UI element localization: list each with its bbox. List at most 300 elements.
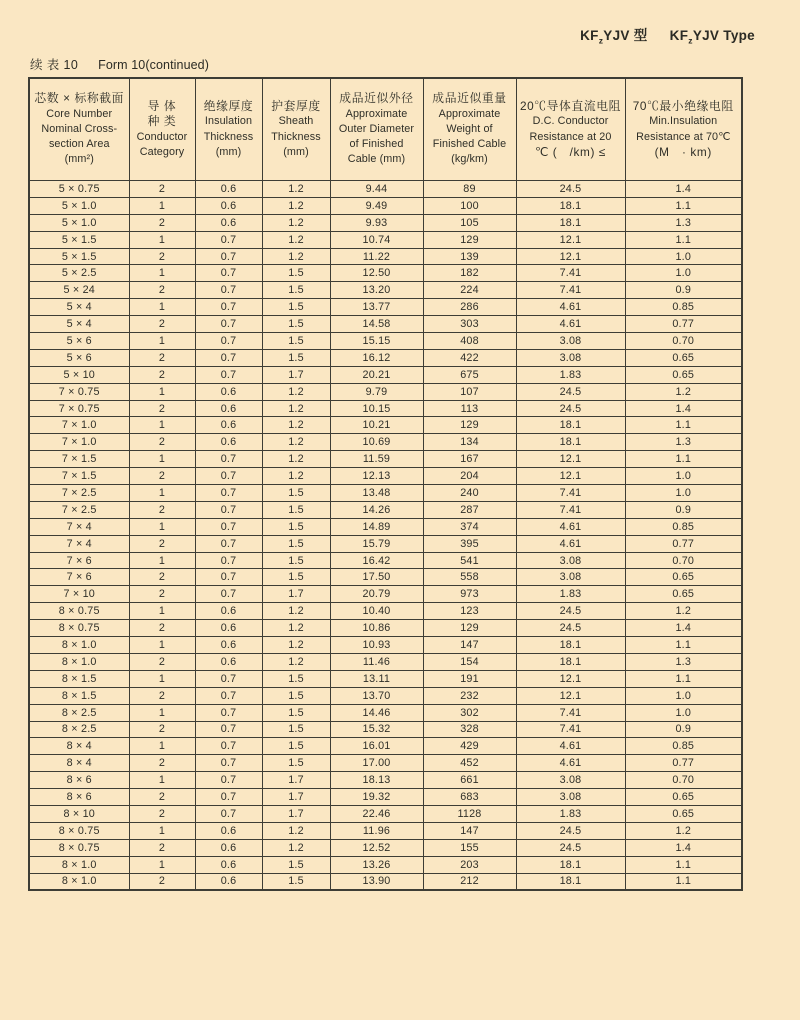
cell-dc-resistance: 7.41 bbox=[516, 721, 625, 738]
cell-conductor: 1 bbox=[129, 738, 195, 755]
cell-weight: 429 bbox=[423, 738, 516, 755]
cell-weight: 203 bbox=[423, 856, 516, 873]
cell-core-size: 7 × 6 bbox=[29, 552, 129, 569]
cell-outer-diameter: 11.46 bbox=[330, 653, 423, 670]
col-header-line: section Area bbox=[48, 138, 110, 151]
cell-min-insulation: 1.0 bbox=[625, 265, 742, 282]
cell-weight: 107 bbox=[423, 383, 516, 400]
cell-min-insulation: 1.3 bbox=[625, 653, 742, 670]
cell-dc-resistance: 3.08 bbox=[516, 333, 625, 350]
table-row bbox=[29, 738, 742, 755]
col-header-insulation bbox=[195, 78, 262, 181]
table-row bbox=[29, 805, 742, 822]
cell-insulation: 0.7 bbox=[195, 670, 262, 687]
cell-insulation: 0.6 bbox=[195, 620, 262, 637]
table-row bbox=[29, 197, 742, 214]
cell-min-insulation: 1.0 bbox=[625, 704, 742, 721]
cell-weight: 123 bbox=[423, 603, 516, 620]
table-row bbox=[29, 586, 742, 603]
cell-dc-resistance: 4.61 bbox=[516, 299, 625, 316]
cell-outer-diameter: 10.15 bbox=[330, 400, 423, 417]
col-header-line: (mm²) bbox=[64, 153, 94, 166]
cell-sheath: 1.2 bbox=[262, 400, 330, 417]
table-row bbox=[29, 620, 742, 637]
cell-dc-resistance: 12.1 bbox=[516, 231, 625, 248]
spec-table bbox=[28, 77, 743, 891]
cell-min-insulation: 1.0 bbox=[625, 687, 742, 704]
cell-core-size: 5 × 6 bbox=[29, 333, 129, 350]
col-header-line: Thickness bbox=[203, 130, 254, 143]
cell-weight: 1128 bbox=[423, 805, 516, 822]
cell-outer-diameter: 13.90 bbox=[330, 873, 423, 890]
cell-dc-resistance: 3.08 bbox=[516, 569, 625, 586]
table-row bbox=[29, 265, 742, 282]
table-header-row bbox=[29, 78, 742, 181]
cell-conductor: 2 bbox=[129, 789, 195, 806]
cell-core-size: 5 × 1.0 bbox=[29, 197, 129, 214]
cell-conductor: 2 bbox=[129, 873, 195, 890]
cell-min-insulation: 0.85 bbox=[625, 518, 742, 535]
cell-core-size: 8 × 0.75 bbox=[29, 603, 129, 620]
cell-insulation: 0.7 bbox=[195, 501, 262, 518]
cell-sheath: 1.2 bbox=[262, 468, 330, 485]
table-row bbox=[29, 687, 742, 704]
table-row bbox=[29, 569, 742, 586]
cell-core-size: 5 × 6 bbox=[29, 349, 129, 366]
cell-sheath: 1.7 bbox=[262, 772, 330, 789]
cell-sheath: 1.5 bbox=[262, 265, 330, 282]
cell-outer-diameter: 10.40 bbox=[330, 603, 423, 620]
col-header-weight bbox=[423, 78, 516, 181]
cell-sheath: 1.5 bbox=[262, 349, 330, 366]
cell-weight: 541 bbox=[423, 552, 516, 569]
cell-min-insulation: 0.9 bbox=[625, 721, 742, 738]
cell-core-size: 8 × 10 bbox=[29, 805, 129, 822]
table-caption-en: Form 10(continued) bbox=[98, 58, 210, 72]
cell-core-size: 7 × 0.75 bbox=[29, 400, 129, 417]
cell-core-size: 5 × 1.5 bbox=[29, 231, 129, 248]
cell-weight: 683 bbox=[423, 789, 516, 806]
cell-weight: 204 bbox=[423, 468, 516, 485]
cell-insulation: 0.7 bbox=[195, 231, 262, 248]
cell-core-size: 8 × 6 bbox=[29, 772, 129, 789]
cell-conductor: 2 bbox=[129, 366, 195, 383]
cell-min-insulation: 1.1 bbox=[625, 451, 742, 468]
cell-sheath: 1.5 bbox=[262, 535, 330, 552]
cell-insulation: 0.6 bbox=[195, 637, 262, 654]
cell-dc-resistance: 18.1 bbox=[516, 214, 625, 231]
col-header-line: Insulation bbox=[204, 115, 253, 128]
cell-weight: 147 bbox=[423, 637, 516, 654]
table-row bbox=[29, 755, 742, 772]
col-header-line: 20℃导体直流电阻 bbox=[519, 98, 622, 113]
cell-weight: 129 bbox=[423, 231, 516, 248]
table-row bbox=[29, 181, 742, 198]
cell-conductor: 2 bbox=[129, 501, 195, 518]
cell-dc-resistance: 24.5 bbox=[516, 181, 625, 198]
cell-conductor: 1 bbox=[129, 822, 195, 839]
col-header-line: 70℃最小绝缘电阻 bbox=[632, 98, 734, 113]
cell-sheath: 1.5 bbox=[262, 721, 330, 738]
cell-weight: 100 bbox=[423, 197, 516, 214]
cell-min-insulation: 1.1 bbox=[625, 873, 742, 890]
col-header-line: Conductor bbox=[136, 130, 188, 143]
cell-weight: 240 bbox=[423, 485, 516, 502]
cell-outer-diameter: 13.77 bbox=[330, 299, 423, 316]
cell-outer-diameter: 13.70 bbox=[330, 687, 423, 704]
cell-core-size: 7 × 1.0 bbox=[29, 434, 129, 451]
cell-weight: 155 bbox=[423, 839, 516, 856]
cell-sheath: 1.2 bbox=[262, 197, 330, 214]
cell-core-size: 7 × 1.0 bbox=[29, 417, 129, 434]
cell-insulation: 0.7 bbox=[195, 721, 262, 738]
cell-outer-diameter: 14.58 bbox=[330, 316, 423, 333]
cell-insulation: 0.6 bbox=[195, 653, 262, 670]
cell-dc-resistance: 7.41 bbox=[516, 265, 625, 282]
table-row bbox=[29, 349, 742, 366]
table-row bbox=[29, 789, 742, 806]
cell-core-size: 5 × 10 bbox=[29, 366, 129, 383]
table-row bbox=[29, 383, 742, 400]
cell-core-size: 5 × 2.5 bbox=[29, 265, 129, 282]
col-header-line: Resistance at 20 bbox=[529, 130, 612, 143]
table-row bbox=[29, 214, 742, 231]
cell-sheath: 1.5 bbox=[262, 873, 330, 890]
cell-weight: 129 bbox=[423, 620, 516, 637]
cell-insulation: 0.6 bbox=[195, 603, 262, 620]
cell-insulation: 0.7 bbox=[195, 586, 262, 603]
cell-insulation: 0.7 bbox=[195, 535, 262, 552]
cell-insulation: 0.6 bbox=[195, 856, 262, 873]
cell-weight: 89 bbox=[423, 181, 516, 198]
cell-conductor: 1 bbox=[129, 670, 195, 687]
cell-core-size: 8 × 0.75 bbox=[29, 839, 129, 856]
cell-dc-resistance: 7.41 bbox=[516, 501, 625, 518]
cell-sheath: 1.2 bbox=[262, 839, 330, 856]
cell-min-insulation: 0.9 bbox=[625, 501, 742, 518]
cell-min-insulation: 0.65 bbox=[625, 569, 742, 586]
col-header-line: Resistance at 70℃ bbox=[636, 130, 731, 143]
cell-insulation: 0.6 bbox=[195, 181, 262, 198]
table-row bbox=[29, 333, 742, 350]
cell-outer-diameter: 10.86 bbox=[330, 620, 423, 637]
cell-core-size: 8 × 0.75 bbox=[29, 822, 129, 839]
table-row bbox=[29, 637, 742, 654]
col-header-line: Category bbox=[139, 145, 185, 158]
col-header-line: D.C. Conductor bbox=[532, 115, 609, 128]
cell-insulation: 0.6 bbox=[195, 197, 262, 214]
cell-dc-resistance: 12.1 bbox=[516, 670, 625, 687]
table-row bbox=[29, 248, 742, 265]
cell-min-insulation: 0.9 bbox=[625, 282, 742, 299]
cell-dc-resistance: 3.08 bbox=[516, 552, 625, 569]
cell-weight: 212 bbox=[423, 873, 516, 890]
cell-conductor: 1 bbox=[129, 772, 195, 789]
cell-insulation: 0.7 bbox=[195, 316, 262, 333]
col-header-conductor bbox=[129, 78, 195, 181]
cell-conductor: 2 bbox=[129, 839, 195, 856]
cell-weight: 302 bbox=[423, 704, 516, 721]
cell-insulation: 0.7 bbox=[195, 518, 262, 535]
cell-min-insulation: 0.65 bbox=[625, 805, 742, 822]
cell-outer-diameter: 16.42 bbox=[330, 552, 423, 569]
cell-dc-resistance: 4.61 bbox=[516, 738, 625, 755]
cell-weight: 139 bbox=[423, 248, 516, 265]
cell-weight: 661 bbox=[423, 772, 516, 789]
model-cn: $KF_zYJV$ 型 bbox=[580, 28, 648, 46]
cell-sheath: 1.5 bbox=[262, 856, 330, 873]
cell-outer-diameter: 14.46 bbox=[330, 704, 423, 721]
cell-conductor: 1 bbox=[129, 383, 195, 400]
cell-min-insulation: 0.85 bbox=[625, 738, 742, 755]
cell-core-size: 5 × 0.75 bbox=[29, 181, 129, 198]
cell-insulation: 0.7 bbox=[195, 789, 262, 806]
cell-outer-diameter: 15.79 bbox=[330, 535, 423, 552]
cell-insulation: 0.7 bbox=[195, 349, 262, 366]
cell-core-size: 8 × 1.0 bbox=[29, 856, 129, 873]
cell-insulation: 0.7 bbox=[195, 265, 262, 282]
cell-sheath: 1.7 bbox=[262, 805, 330, 822]
cell-sheath: 1.7 bbox=[262, 366, 330, 383]
cell-min-insulation: 0.70 bbox=[625, 772, 742, 789]
cell-dc-resistance: 24.5 bbox=[516, 603, 625, 620]
cell-min-insulation: 1.1 bbox=[625, 231, 742, 248]
cell-conductor: 1 bbox=[129, 417, 195, 434]
cell-core-size: 8 × 4 bbox=[29, 755, 129, 772]
cell-sheath: 1.5 bbox=[262, 704, 330, 721]
cell-conductor: 1 bbox=[129, 856, 195, 873]
cell-weight: 395 bbox=[423, 535, 516, 552]
table-row bbox=[29, 721, 742, 738]
cell-outer-diameter: 12.50 bbox=[330, 265, 423, 282]
col-header-line: 成品近似重量 bbox=[432, 91, 507, 106]
cell-core-size: 7 × 10 bbox=[29, 586, 129, 603]
cell-outer-diameter: 11.96 bbox=[330, 822, 423, 839]
cell-min-insulation: 1.0 bbox=[625, 485, 742, 502]
table-row bbox=[29, 434, 742, 451]
cell-dc-resistance: 12.1 bbox=[516, 468, 625, 485]
cell-outer-diameter: 22.46 bbox=[330, 805, 423, 822]
table-row bbox=[29, 518, 742, 535]
cell-insulation: 0.6 bbox=[195, 383, 262, 400]
cell-weight: 147 bbox=[423, 822, 516, 839]
cell-dc-resistance: 12.1 bbox=[516, 687, 625, 704]
cell-weight: 182 bbox=[423, 265, 516, 282]
table-row bbox=[29, 535, 742, 552]
cell-dc-resistance: 1.83 bbox=[516, 366, 625, 383]
cell-weight: 328 bbox=[423, 721, 516, 738]
cell-core-size: 8 × 0.75 bbox=[29, 620, 129, 637]
cell-weight: 675 bbox=[423, 366, 516, 383]
cell-dc-resistance: 3.08 bbox=[516, 349, 625, 366]
cell-insulation: 0.7 bbox=[195, 485, 262, 502]
col-header-line: Cable (mm) bbox=[347, 153, 406, 166]
cell-core-size: 8 × 1.0 bbox=[29, 873, 129, 890]
col-header-line: (mm) bbox=[215, 145, 242, 158]
cell-sheath: 1.2 bbox=[262, 822, 330, 839]
cell-core-size: 5 × 1.0 bbox=[29, 214, 129, 231]
cell-min-insulation: 0.85 bbox=[625, 299, 742, 316]
cell-min-insulation: 0.77 bbox=[625, 535, 742, 552]
table-row bbox=[29, 282, 742, 299]
table-row bbox=[29, 501, 742, 518]
table-row bbox=[29, 704, 742, 721]
cell-insulation: 0.7 bbox=[195, 805, 262, 822]
cell-outer-diameter: 13.11 bbox=[330, 670, 423, 687]
cell-min-insulation: 1.4 bbox=[625, 181, 742, 198]
table-row bbox=[29, 451, 742, 468]
cell-min-insulation: 0.77 bbox=[625, 755, 742, 772]
cell-dc-resistance: 7.41 bbox=[516, 704, 625, 721]
cell-sheath: 1.5 bbox=[262, 670, 330, 687]
cell-dc-resistance: 18.1 bbox=[516, 873, 625, 890]
cell-conductor: 2 bbox=[129, 349, 195, 366]
cell-sheath: 1.5 bbox=[262, 552, 330, 569]
cell-weight: 129 bbox=[423, 417, 516, 434]
cell-weight: 286 bbox=[423, 299, 516, 316]
table-header bbox=[29, 78, 742, 181]
cell-core-size: 7 × 2.5 bbox=[29, 501, 129, 518]
cell-sheath: 1.7 bbox=[262, 586, 330, 603]
cell-core-size: 7 × 0.75 bbox=[29, 383, 129, 400]
cell-sheath: 1.2 bbox=[262, 417, 330, 434]
cell-min-insulation: 0.70 bbox=[625, 552, 742, 569]
table-body bbox=[29, 181, 742, 891]
cell-sheath: 1.2 bbox=[262, 383, 330, 400]
cell-dc-resistance: 12.1 bbox=[516, 451, 625, 468]
cell-outer-diameter: 11.59 bbox=[330, 451, 423, 468]
cell-min-insulation: 1.3 bbox=[625, 214, 742, 231]
cell-sheath: 1.7 bbox=[262, 789, 330, 806]
cell-weight: 167 bbox=[423, 451, 516, 468]
cell-conductor: 2 bbox=[129, 181, 195, 198]
table-row bbox=[29, 231, 742, 248]
cell-insulation: 0.6 bbox=[195, 400, 262, 417]
cell-outer-diameter: 19.32 bbox=[330, 789, 423, 806]
col-header-line: 种 类 bbox=[147, 114, 177, 129]
cell-dc-resistance: 3.08 bbox=[516, 772, 625, 789]
col-header-line: (mm) bbox=[283, 145, 309, 158]
cell-outer-diameter: 17.00 bbox=[330, 755, 423, 772]
col-header-line: Core Number bbox=[46, 107, 113, 120]
cell-outer-diameter: 14.26 bbox=[330, 501, 423, 518]
cell-core-size: 7 × 1.5 bbox=[29, 468, 129, 485]
cell-insulation: 0.6 bbox=[195, 434, 262, 451]
col-header-line: 护套厚度 bbox=[271, 98, 321, 113]
cell-dc-resistance: 4.61 bbox=[516, 535, 625, 552]
cell-outer-diameter: 15.15 bbox=[330, 333, 423, 350]
cell-outer-diameter: 9.49 bbox=[330, 197, 423, 214]
cell-dc-resistance: 24.5 bbox=[516, 400, 625, 417]
cell-outer-diameter: 12.13 bbox=[330, 468, 423, 485]
cell-weight: 191 bbox=[423, 670, 516, 687]
cell-min-insulation: 1.1 bbox=[625, 197, 742, 214]
cell-conductor: 2 bbox=[129, 586, 195, 603]
cell-dc-resistance: 4.61 bbox=[516, 755, 625, 772]
cell-core-size: 5 × 4 bbox=[29, 299, 129, 316]
cell-core-size: 5 × 1.5 bbox=[29, 248, 129, 265]
col-header-line: (kg/km) bbox=[451, 153, 488, 166]
cell-insulation: 0.7 bbox=[195, 248, 262, 265]
cell-insulation: 0.7 bbox=[195, 299, 262, 316]
col-header-line: 芯数 × 标称截面 bbox=[34, 91, 125, 106]
cell-min-insulation: 1.2 bbox=[625, 383, 742, 400]
col-header-dc-resistance bbox=[516, 78, 625, 181]
cell-dc-resistance: 18.1 bbox=[516, 637, 625, 654]
cell-core-size: 8 × 1.5 bbox=[29, 687, 129, 704]
table-caption-cn: 续 表 10 bbox=[30, 58, 79, 72]
cell-dc-resistance: 18.1 bbox=[516, 434, 625, 451]
cell-sheath: 1.5 bbox=[262, 518, 330, 535]
cell-outer-diameter: 20.21 bbox=[330, 366, 423, 383]
cell-insulation: 0.7 bbox=[195, 687, 262, 704]
cell-weight: 558 bbox=[423, 569, 516, 586]
cell-insulation: 0.7 bbox=[195, 738, 262, 755]
col-header-line: (M · km) bbox=[654, 144, 712, 159]
cell-outer-diameter: 12.52 bbox=[330, 839, 423, 856]
cell-weight: 303 bbox=[423, 316, 516, 333]
cell-insulation: 0.7 bbox=[195, 704, 262, 721]
cell-dc-resistance: 1.83 bbox=[516, 586, 625, 603]
cell-sheath: 1.5 bbox=[262, 687, 330, 704]
cell-outer-diameter: 10.69 bbox=[330, 434, 423, 451]
cell-weight: 134 bbox=[423, 434, 516, 451]
col-header-line: 导 体 bbox=[147, 98, 177, 113]
cell-weight: 973 bbox=[423, 586, 516, 603]
cell-outer-diameter: 10.93 bbox=[330, 637, 423, 654]
cell-conductor: 1 bbox=[129, 552, 195, 569]
col-header-line: Outer Diameter bbox=[338, 122, 415, 135]
cell-conductor: 1 bbox=[129, 637, 195, 654]
cell-sheath: 1.2 bbox=[262, 248, 330, 265]
col-header-line: Weight of bbox=[446, 122, 493, 135]
cell-conductor: 1 bbox=[129, 299, 195, 316]
cell-sheath: 1.5 bbox=[262, 569, 330, 586]
cell-min-insulation: 1.4 bbox=[625, 839, 742, 856]
cell-sheath: 1.5 bbox=[262, 299, 330, 316]
cell-insulation: 0.6 bbox=[195, 417, 262, 434]
cell-dc-resistance: 18.1 bbox=[516, 197, 625, 214]
cell-conductor: 2 bbox=[129, 569, 195, 586]
cell-conductor: 2 bbox=[129, 805, 195, 822]
cell-conductor: 1 bbox=[129, 451, 195, 468]
table-row bbox=[29, 316, 742, 333]
cell-min-insulation: 1.1 bbox=[625, 670, 742, 687]
cell-conductor: 1 bbox=[129, 265, 195, 282]
cell-conductor: 2 bbox=[129, 316, 195, 333]
cell-outer-diameter: 13.48 bbox=[330, 485, 423, 502]
cell-min-insulation: 1.1 bbox=[625, 417, 742, 434]
cell-insulation: 0.7 bbox=[195, 755, 262, 772]
table-row bbox=[29, 822, 742, 839]
cell-min-insulation: 1.2 bbox=[625, 603, 742, 620]
col-header-line: Min.Insulation bbox=[649, 115, 718, 128]
cell-outer-diameter: 18.13 bbox=[330, 772, 423, 789]
cell-insulation: 0.6 bbox=[195, 839, 262, 856]
cell-min-insulation: 0.65 bbox=[625, 586, 742, 603]
cell-conductor: 2 bbox=[129, 214, 195, 231]
col-header-line: Finished Cable bbox=[432, 138, 507, 151]
cell-weight: 113 bbox=[423, 400, 516, 417]
table-row bbox=[29, 366, 742, 383]
cell-min-insulation: 1.1 bbox=[625, 856, 742, 873]
cell-min-insulation: 1.2 bbox=[625, 822, 742, 839]
table-row bbox=[29, 603, 742, 620]
cell-conductor: 2 bbox=[129, 687, 195, 704]
table-row bbox=[29, 839, 742, 856]
cell-sheath: 1.2 bbox=[262, 620, 330, 637]
cell-conductor: 1 bbox=[129, 485, 195, 502]
